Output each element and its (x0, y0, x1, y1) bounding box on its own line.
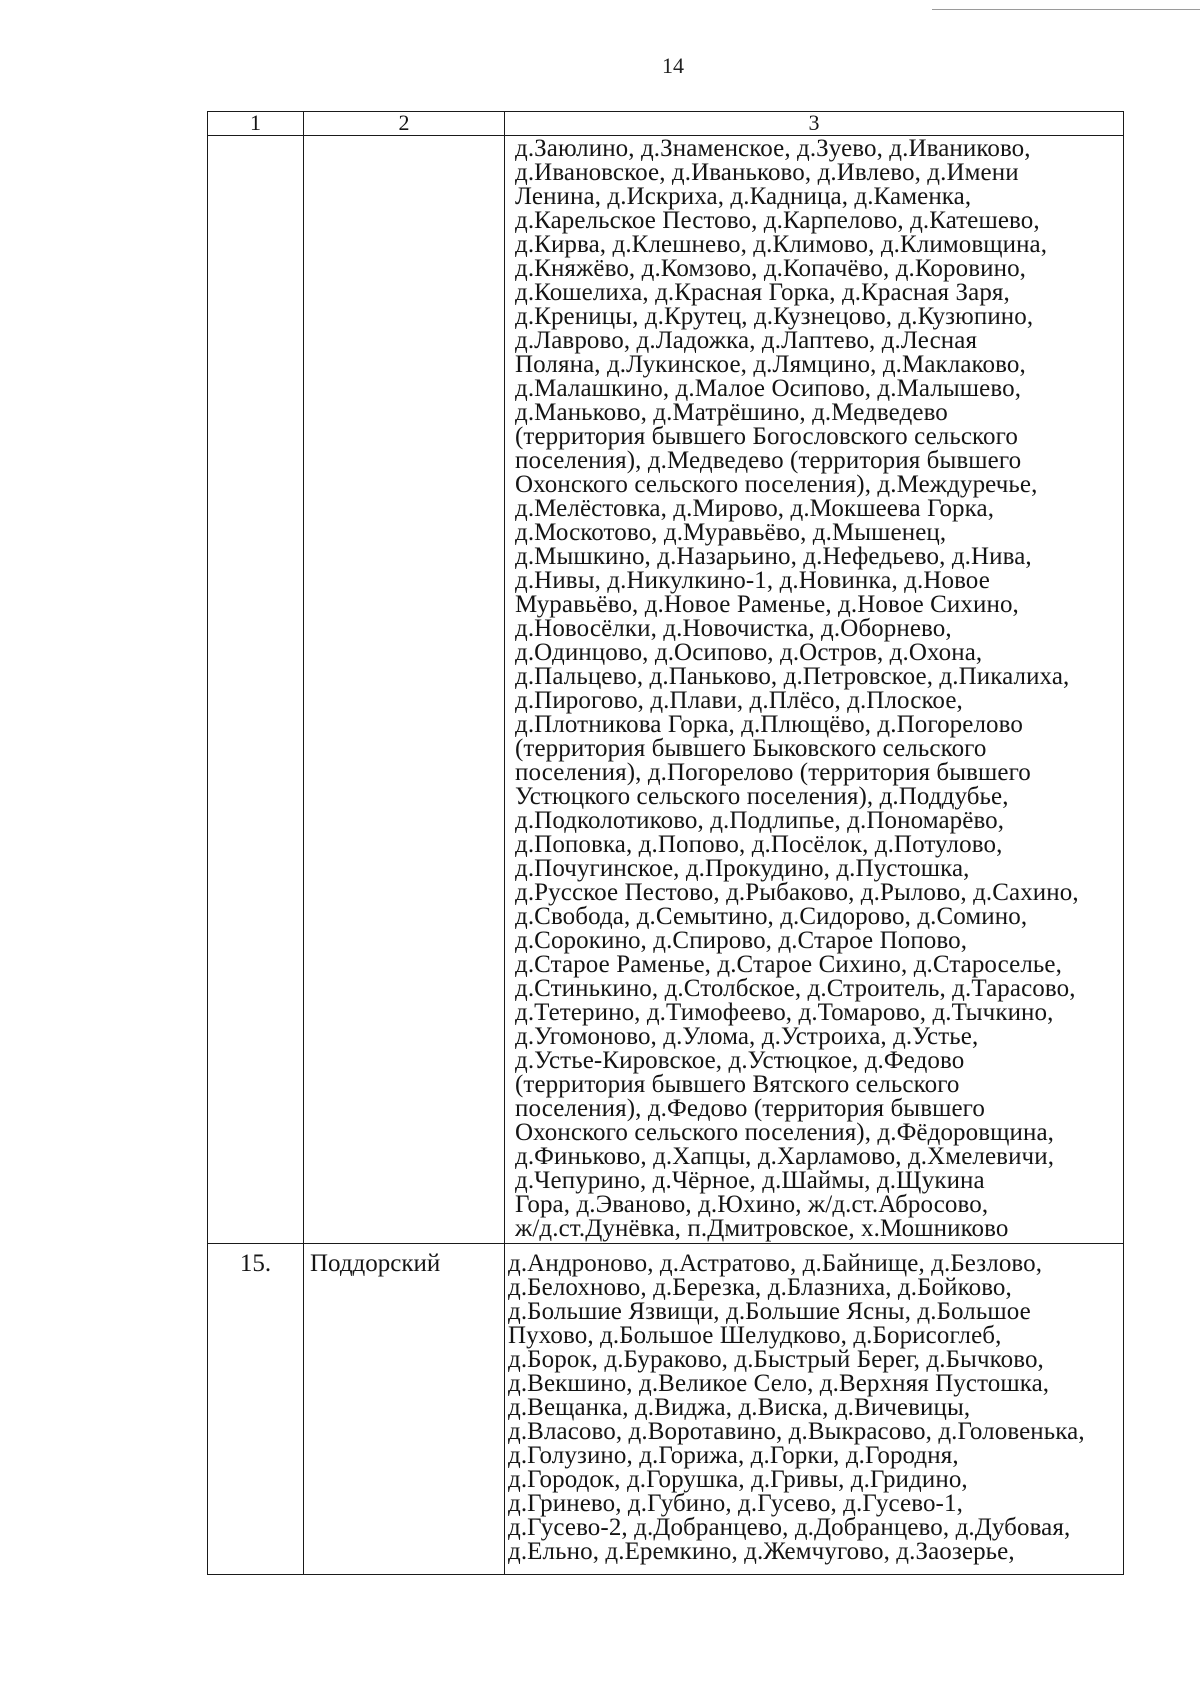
settlement-line: д.Старое Раменье, д.Старое Сихино, д.Староселье, (515, 951, 1062, 978)
settlement-line: д.Новосёлки, д.Новочистка, д.Оборнево, (515, 615, 952, 642)
settlement-line: д.Кирва, д.Клешнево, д.Климово, д.Климовщина, (515, 231, 1048, 258)
settlement-line: д.Русское Пестово, д.Рыбаково, д.Рылово, д.Сахино, (515, 879, 1079, 906)
settlement-line: Ленина, д.Искриха, д.Кадница, д.Каменка, (515, 183, 972, 210)
settlement-line: д.Мелёстовка, д.Мирово, д.Мокшеева Горка, (515, 495, 995, 522)
settlement-line: д.Борок, д.Бураково, д.Быстрый Берег, д.Бычково, (508, 1346, 1044, 1373)
settlement-line: д.Свобода, д.Семытино, д.Сидорово, д.Сомино, (515, 903, 1028, 930)
settlements-cell (505, 136, 1124, 1244)
settlement-line: д.Москотово, д.Муравьёво, д.Мышенец, (515, 519, 947, 546)
settlement-line: д.Белохново, д.Березка, д.Блазниха, д.Бойково, (508, 1274, 1012, 1301)
table-row (208, 1244, 1124, 1575)
district-cell: Поддорский (304, 1244, 505, 1575)
column-header-1: 1 (208, 112, 304, 136)
settlement-line: д.Маньково, д.Матрёшино, д.Медведево (515, 399, 948, 426)
settlement-line: д.Малашкино, д.Малое Осипово, д.Малышево, (515, 375, 1022, 402)
settlement-line: поселения), д.Федово (территория бывшего (515, 1095, 985, 1122)
column-header-3: 3 (505, 112, 1124, 136)
table-header-row (208, 112, 1124, 136)
settlement-line: д.Мышкино, д.Назарьино, д.Нефедьево, д.Нива, (515, 543, 1032, 570)
settlement-line: д.Тетерино, д.Тимофеево, д.Томарово, д.Тычкино, (515, 999, 1054, 1026)
table-row (208, 136, 1124, 1244)
settlement-line: д.Большие Язвищи, д.Большие Ясны, д.Большое (508, 1298, 1031, 1325)
settlement-line: д.Пальцево, д.Паньково, д.Петровское, д.Пикалиха, (515, 663, 1070, 690)
settlement-line: д.Голузино, д.Горижа, д.Горки, д.Городня, (508, 1442, 959, 1469)
page-number: 14 (662, 53, 684, 78)
settlement-line: д.Городок, д.Горушка, д.Гривы, д.Гридино, (508, 1466, 968, 1493)
settlement-line: (территория бывшего Быковского сельского (515, 735, 987, 762)
district-cell (304, 136, 505, 1244)
settlement-line: (территория бывшего Богословского сельского (515, 423, 1018, 450)
settlement-line: д.Карельское Пестово, д.Карпелово, д.Катешево, (515, 207, 1040, 234)
settlements-cell (505, 1244, 1124, 1575)
settlement-line: д.Финьково, д.Хапцы, д.Харламово, д.Хмелевичи, (515, 1143, 1055, 1170)
settlement-line: поселения), д.Медведево (территория бывшего (515, 447, 1022, 474)
settlement-line: д.Гринево, д.Губино, д.Гусево, д.Гусево-1, (508, 1490, 963, 1517)
settlement-line: д.Векшино, д.Великое Село, д.Верхняя Пустошка, (508, 1370, 1050, 1397)
settlement-line: Охонского сельского поселения), д.Междуречье, (515, 471, 1038, 498)
settlement-line: д.Кошелиха, д.Красная Горка, д.Красная Заря, (515, 279, 1010, 306)
settlement-line: д.Ивановское, д.Иваньково, д.Ивлево, д.Имени (515, 159, 1019, 186)
settlements-list (505, 136, 1123, 1241)
settlement-line: д.Заюлино, д.Знаменское, д.Зуево, д.Иваниково, (515, 135, 1031, 162)
settlement-line: д.Стинькино, д.Столбское, д.Строитель, д.Тарасово, (515, 975, 1076, 1002)
settlement-line: д.Чепурино, д.Чёрное, д.Шаймы, д.Щукина (515, 1167, 985, 1194)
settlement-line: Муравьёво, д.Новое Раменье, д.Новое Сихино, (515, 591, 1019, 618)
settlement-line: (территория бывшего Вятского сельского (515, 1071, 960, 1098)
settlement-line: д.Лаврово, д.Ладожка, д.Лаптево, д.Лесная (515, 327, 978, 354)
settlement-line: Поляна, д.Лукинское, д.Лямцино, д.Маклаково, (515, 351, 1026, 378)
settlement-line: д.Гусево-2, д.Добранцево, д.Добранцево, д.Дубовая, (508, 1514, 1071, 1541)
settlement-line: д.Андроново, д.Астратово, д.Байнище, д.Безлово, (508, 1250, 1043, 1277)
settlement-line: Гора, д.Эваново, д.Юхино, ж/д.ст.Абросово, (515, 1191, 989, 1218)
settlement-line: д.Сорокино, д.Спирово, д.Старое Попово, (515, 927, 968, 954)
settlement-line: д.Власово, д.Воротавино, д.Выкрасово, д.Головенька, (508, 1418, 1085, 1445)
settlement-line: Пухово, д.Большое Шелудково, д.Борисоглеб, (508, 1322, 1002, 1349)
settlement-line: д.Вещанка, д.Виджа, д.Виска, д.Вичевицы, (508, 1394, 971, 1421)
settlement-line: д.Нивы, д.Никулкино-1, д.Новинка, д.Новое (515, 567, 990, 594)
settlement-line: д.Почугинское, д.Прокудино, д.Пустошка, (515, 855, 970, 882)
column-header-2: 2 (304, 112, 505, 136)
settlement-line: д.Устье-Кировское, д.Устюцкое, д.Федово (515, 1047, 965, 1074)
settlement-line: д.Княжёво, д.Комзово, д.Копачёво, д.Коровино, (515, 255, 1027, 282)
settlement-line: д.Плотникова Горка, д.Плющёво, д.Погорелово (515, 711, 1023, 738)
settlements-table (207, 111, 1124, 1575)
row-number-cell: 15. (208, 1244, 304, 1575)
settlement-line: Устюцкого сельского поселения), д.Поддубье, (515, 783, 1009, 810)
settlement-line: д.Угомоново, д.Улома, д.Устроиха, д.Устье, (515, 1023, 979, 1050)
settlement-line: поселения), д.Погорелово (территория бывшего (515, 759, 1031, 786)
settlement-line: Охонского сельского поселения), д.Фёдоровщина, (515, 1119, 1055, 1146)
settlement-line: ж/д.ст.Дунёвка, п.Дмитровское, х.Мошниково (515, 1215, 1009, 1242)
settlements-list (505, 1244, 1123, 1564)
settlement-line: д.Одинцово, д.Осипово, д.Остров, д.Охона, (515, 639, 983, 666)
settlement-line: д.Ельно, д.Еремкино, д.Жемчугово, д.Заозерье, (508, 1538, 1015, 1565)
settlement-line: д.Креницы, д.Крутец, д.Кузнецово, д.Кузюпино, (515, 303, 1034, 330)
settlement-line: д.Поповка, д.Попово, д.Посёлок, д.Потулово, (515, 831, 1003, 858)
settlement-line: д.Пирогово, д.Плави, д.Плёсо, д.Плоское, (515, 687, 963, 714)
settlement-line: д.Подколотиково, д.Подлипье, д.Пономарёво, (515, 807, 1005, 834)
scan-edge-line (932, 9, 1200, 10)
row-number-cell (208, 136, 304, 1244)
